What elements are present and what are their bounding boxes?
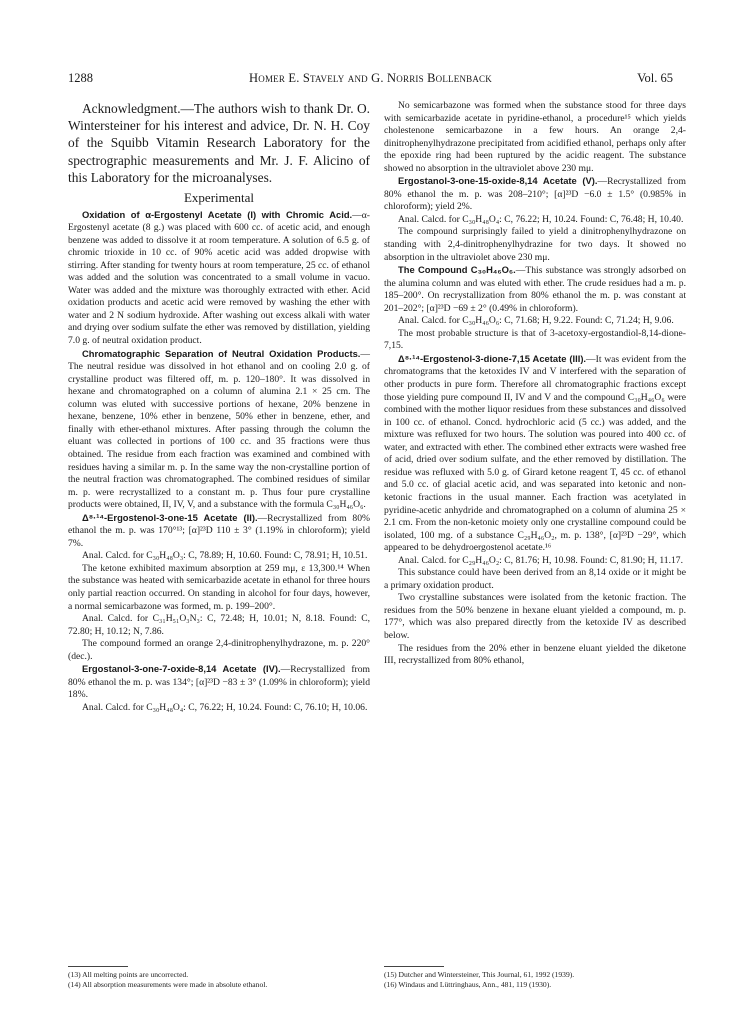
paragraph-semicarbazone: No semicarbazone was formed when the substance stood for three days with semicarbazide acetate in pyridine-ethanol, a procedure¹⁵ which yields cholestenone semicarbazone in a few hours. An orange 2,4-dinitrophenylhydrazone precipitated from acidified ethanol, perhaps only after the epoxide ring had been ruptured by the acidic reagent. The substance showed no absorption in the ultraviolet above 230 mμ. bbox=[384, 100, 686, 174]
footnote-rule bbox=[68, 966, 128, 967]
paragraph-ketone: The ketone exhibited maximum absorption at 259 mμ, ε 13,300.¹⁴ When the substance was heated with semicarbazide acetate in ethanol for three hours only partial reaction occurred. On standing in alcohol for four days, however, a normal semicarbazone was formed, m. p. 199–200°. bbox=[68, 562, 370, 612]
paragraph-residues: The residues from the 20% ether in benzene eluant yielded the diketone III, recrystallized from 80% ethanol, bbox=[384, 642, 686, 667]
paragraph-body: —This substance was strongly adsorbed on the alumina column and was eluted with ether. The crude residues had a m. p. 185–200°. On recrystallization from 80% ethanol the m. p. was constant at 201–202°; [α]²³D −69 ± 2° (0.49% in chloroform). bbox=[384, 265, 686, 314]
left-column bbox=[68, 100, 370, 714]
paragraph-heading: Oxidation of α-Ergostenyl Acetate (I) with Chromic Acid. bbox=[82, 208, 353, 220]
paragraph-heading: Ergostanol-3-one-7-oxide-8,14 Acetate (IV). bbox=[82, 663, 281, 675]
paragraph-dinitrophenyl: The compound surprisingly failed to yield a dinitrophenylhydrazone on standing with 2,4-dinitrophenylhydrazine for two days. It showed no absorption in the ultraviolet above 230 mμ. bbox=[384, 226, 686, 263]
paragraph-compound-iv bbox=[68, 663, 370, 702]
paragraph-body: —Recrystallized from 80% ethanol the m. p. was 208–210°; [α]²³D −6.0 ± 1.5° (0.985% in chloroform); yield 2%. bbox=[384, 176, 686, 213]
analysis-line: Anal. Calcd. for C₂₉H₄₆O₂: C, 81.76; H, 10.98. Found: C, 81.90; H, 11.17. bbox=[398, 554, 683, 566]
acknowledgment-paragraph: Acknowledgment.—The authors wish to thank Dr. O. Wintersteiner for his interest and advice, Dr. N. H. Coy of the Squibb Vitamin Research Laboratory for the spectrographic measurements and Mr. J. F. Alicino of this Laboratory for the microanalyses. bbox=[68, 101, 370, 185]
analysis-line: Anal. Calcd. for C₃₀H₄₈O₄: C, 76.22; H, 10.24. Found: C, 76.10; H, 10.06. bbox=[82, 701, 368, 713]
paragraph-body: —Recrystallized from 80% ethanol the m. p. was 170°¹³; [α]²³D 110 ± 3° (1.19% in chloroform); yield 7%. bbox=[68, 512, 370, 549]
page-number: 1288 bbox=[68, 71, 93, 85]
right-column bbox=[384, 100, 686, 668]
footnote: (15) Dutcher and Wintersteiner, This Journal, 61, 1992 (1939). bbox=[384, 970, 575, 979]
paragraph-two-crystalline: Two crystalline substances were isolated from the ketonic fraction. The residues from the 50% benzene in hexane eluant yielded a compound, m. p. 177°, which was also prepared directly from the ketoxide IV as described below. bbox=[384, 592, 686, 641]
paragraph-derived: This substance could have been derived from an 8,14 oxide or it might be a primary oxidation product. bbox=[384, 567, 686, 591]
experimental-heading: Experimental bbox=[183, 190, 255, 206]
paragraph-body: —The neutral residue was dissolved in hot ethanol and on cooling 2.0 g. of crystalline product was filtered off, m. p. 120–180°. It was dissolved in hexane and chromatographed on a column of alumina 2.1 × 25 cm. The column was eluted with successive portions of hexane, 20% benzene in hexane, benzene, 10% ether in benzene, 50% ether in benzene, ether, and finally with ether-ethanol mixtures. After passing through the column the eluant was collected in portions of 100 cc. and 35 fractions were thus obtained. The residue from each fraction was examined and combined with residues having a similar m. p. In the same way the non-crystalline portion of the neutral fraction was chromatographed. The combined residues of similar m. p. were recrystallized to a constant m. p. Thus four pure crystalline products were obtained, II, IV, V, and a substance with the formula C₃₀H₄₆O₆. bbox=[68, 348, 370, 511]
paragraph-heading: Δ⁸·¹⁴-Ergostenol-3-one-15 Acetate (II). bbox=[82, 511, 258, 523]
footnote: (13) All melting points are uncorrected. bbox=[68, 970, 189, 979]
paragraph-body: —It was evident from the chromatograms that the ketoxides IV and V interfered with the separation of other products in pure form. Therefore all chromatographic fractions except those yielding pure compound II, IV and V and the compound C₃₀H₄₆O₆ were combined with the mother liquor residues from these substances and dissolved in 100 cc. of ethanol. Concd. hydrochloric acid (5 cc.) was added, and the mixture was refluxed for two hours. The solution was poured into 400 cc. of water, and extracted with ether. The combined ether extracts were washed free of acid, dried over sodium sulfate, and the ether removed by distillation. The residue was refluxed with 5.0 g. of Girard ketone reagent T, 45 cc. of ethanol and 5.0 cc. of glacial acetic acid, and was separated into ketonic and non-ketonic fractions in the usual manner. Each fraction was acetylated in pyridine-acetic anhydride and chromatographed on a column of alumina 25 × 2.1 cm. From the non-ketonic moiety only one crystalline compound could be isolated, 100 mg. of a substance C₂₉H₄₆O₂, m. p. 138°, [α]²³D −29°, which appeared to be dehydroergostenol acetate.¹⁶ bbox=[384, 353, 686, 554]
paragraph-chromatographic bbox=[68, 348, 370, 512]
paragraph-heading: Chromatographic Separation of Neutral Oxidation Products. bbox=[82, 347, 361, 359]
paragraph-compound-iii bbox=[384, 353, 686, 555]
footnotes-right bbox=[384, 966, 686, 990]
paragraph-heading: Ergostanol-3-one-15-oxide-8,14 Acetate (V). bbox=[398, 175, 598, 187]
paragraph-oxidation bbox=[68, 209, 370, 348]
analysis-line: Anal. Calcd. for C₃₀H₄₆O₆: C, 71.68; H, 9.22. Found: C, 71.24; H, 9.06. bbox=[398, 315, 674, 327]
footnote: (16) Windaus and Lüttringhaus, Ann., 481, 119 (1930). bbox=[384, 980, 552, 989]
analysis-line: Anal. Calcd. for C₃₀H₄₈O₃: C, 78.89; H, 10.60. Found: C, 78.91; H, 10.51. bbox=[82, 550, 368, 562]
paragraph-heading: The Compound C₃₀H₄₆O₆. bbox=[398, 264, 516, 276]
analysis-line: Anal. Calcd. for C₃₁H₅₁O₃N₃: C, 72.48; H, 10.01; N, 8.18. Found: C, 72.80; H, 10.12; N, 7.86. bbox=[68, 613, 370, 637]
paragraph-compound-v bbox=[384, 175, 686, 214]
paragraph-body: —α-Ergostenyl acetate (8 g.) was placed with 600 cc. of acetic acid, and enough benzene was added to dissolve it at room temperature. A solution of 6.5 g. of chromic trioxide in 10 cc. of 90% acetic acid was added dropwise with stirring. After standing for twenty hours at room temperature, 25 cc. of ethanol was added and the solution was concentrated to a small volume in vacuo. Water was added and the mixture was thoroughly extracted with ether. Acid oxidation products and acetic acid were removed by washing the ether with water and 2 N sodium hydroxide. After washing out excess alkali with water and drying over sodium sulfate the ether was removed by distillation, yielding 7.0 g. of neutral oxidation product. bbox=[68, 209, 370, 347]
running-head-authors: Homer E. Stavely and G. Norris Bollenback bbox=[249, 71, 492, 85]
analysis-line: Anal. Calcd. for C₃₀H₄₈O₄: C, 76.22; H, 10.24. Found: C, 76.48; H, 10.40. bbox=[398, 213, 684, 225]
paragraph-body: —Recrystallized from 80% ethanol the m. p. was 134°; [α]²³D −83 ± 3° (1.09% in chloroform); yield 18%. bbox=[68, 664, 371, 701]
paragraph-hydrazone: The compound formed an orange 2,4-dinitrophenylhydrazone, m. p. 220° (dec.). bbox=[68, 638, 370, 662]
paragraph-compound-ii bbox=[68, 512, 370, 551]
footnotes-left bbox=[68, 966, 370, 990]
paragraph-compound-c30 bbox=[384, 264, 686, 315]
running-head bbox=[68, 70, 673, 86]
paragraph-heading: Δ⁸·¹⁴-Ergostenol-3-dione-7,15 Acetate (III). bbox=[398, 352, 587, 364]
paragraph-structure: The most probable structure is that of 3-acetoxy-ergostandiol-8,14-dione-7,15. bbox=[384, 327, 686, 352]
footnote-rule bbox=[384, 966, 444, 967]
footnote: (14) All absorption measurements were made in absolute ethanol. bbox=[68, 980, 268, 989]
volume-label: Vol. 65 bbox=[637, 71, 673, 85]
